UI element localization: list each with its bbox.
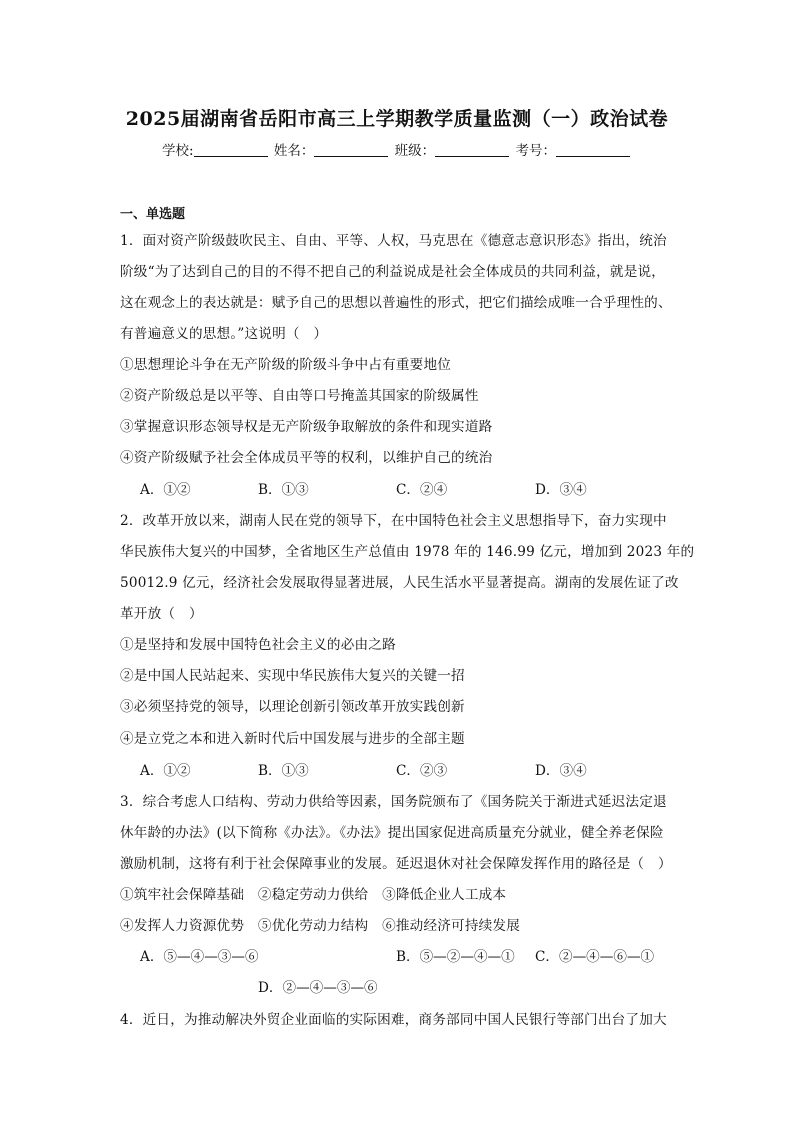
q1-option-d[interactable]: D．③④ — [535, 482, 587, 498]
q2-stem-line: 50012.9 亿元，经济社会发展取得显著进展，人民生活水平显著提高。湖南的发展佐证了改 — [120, 575, 679, 591]
q3-statement: ④发挥人力资源优势 ⑤优化劳动力结构 ⑥推动经济可持续发展 — [120, 918, 521, 934]
q4-stem-line: 4．近日，为推动解决外贸企业面临的实际困难，商务部同中国人民银行等部门出台了加大 — [120, 1012, 667, 1028]
q3-option-a[interactable]: A．⑤—④—③—⑥ — [140, 949, 259, 965]
q1-stem-line: 1．面对资产阶级鼓吹民主、自由、平等、人权，马克思在《德意志意识形态》指出，统治 — [120, 233, 667, 249]
name-label: 姓名： — [273, 143, 315, 159]
q2-statement: ④是立党之本和进入新时代后中国发展与进步的全部主题 — [120, 731, 465, 747]
q2-option-c[interactable]: C．②③ — [396, 763, 448, 779]
exam-title: 2025届湖南省岳阳市高三上学期教学质量监测（一）政治试卷 — [125, 108, 669, 130]
q1-option-c[interactable]: C．②④ — [396, 482, 448, 498]
q1-stem-line: 有普遍意义的思想。”这说明（ ） — [120, 326, 328, 342]
q3-option-c[interactable]: C．②—④—⑥—① — [535, 949, 655, 965]
name-blank[interactable] — [314, 143, 388, 157]
q1-statement: ①思想理论斗争在无产阶级的阶级斗争中占有重要地位 — [120, 357, 452, 373]
school-label: 学校: — [162, 143, 194, 159]
q1-option-a[interactable]: A．①② — [140, 482, 191, 498]
q3-stem-line: 休年龄的办法》(以下简称《办法》。《办法》提出国家促进高质量充分就业，健全养老保险 — [120, 825, 664, 841]
q1-option-b[interactable]: B．①③ — [258, 482, 309, 498]
q2-stem-line: 华民族伟大复兴的中国梦，全省地区生产总值由 1978 年的 146.99 亿元，增加到 2023 年的 — [120, 544, 695, 560]
q2-statement: ①是坚持和发展中国特色社会主义的必由之路 — [120, 637, 396, 653]
q1-statement: ②资产阶级总是以平等、自由等口号掩盖其国家的阶级属性 — [120, 388, 479, 404]
q3-statement: ①筑牢社会保障基础 ②稳定劳动力供给 ③降低企业人工成本 — [120, 887, 507, 903]
q2-statement: ③必须坚持党的领导，以理论创新引领改革开放实践创新 — [120, 699, 465, 715]
student-info-row — [0, 139, 794, 159]
q3-stem-line: 3．综合考虑人口结构、劳动力供给等因素，国务院颁布了《国务院关于渐进式延迟法定退 — [120, 794, 667, 810]
q3-stem-line: 激励机制，这将有利于社会保障事业的发展。延迟退休对社会保障发挥作用的路径是（ ） — [120, 856, 672, 872]
q2-stem-line: 革开放（ ） — [120, 606, 203, 622]
q1-stem-line: 这在观念上的表达就是：赋予自己的思想以普遍性的形式，把它们描绘成唯一合乎理性的、 — [120, 295, 672, 311]
q2-option-d[interactable]: D．③④ — [535, 763, 587, 779]
q2-option-a[interactable]: A．①② — [140, 763, 191, 779]
q2-stem-line: 2．改革开放以来，湖南人民在党的领导下，在中国特色社会主义思想指导下，奋力实现中 — [120, 513, 667, 529]
section-title: 一、单选题 — [120, 207, 186, 222]
q3-option-b[interactable]: B．⑤—②—④—① — [396, 949, 515, 965]
q1-stem-line: 阶级“为了达到自己的目的不得不把自己的利益说成是社会全体成员的共同利益，就是说， — [120, 264, 666, 280]
q2-option-b[interactable]: B．①③ — [258, 763, 309, 779]
q2-statement: ②是中国人民站起来、实现中华民族伟大复兴的关键一招 — [120, 668, 465, 684]
class-label: 班级： — [394, 143, 436, 159]
number-label: 考号： — [515, 143, 556, 159]
class-blank[interactable] — [435, 143, 509, 157]
q1-statement: ③掌握意识形态领导权是无产阶级争取解放的条件和现实道路 — [120, 419, 493, 435]
number-blank[interactable] — [556, 143, 630, 157]
q3-option-d[interactable]: D．②—④—③—⑥ — [258, 980, 378, 996]
q1-statement: ④资产阶级赋予社会全体成员平等的权利，以维护自己的统治 — [120, 450, 493, 466]
school-blank[interactable] — [194, 143, 268, 157]
